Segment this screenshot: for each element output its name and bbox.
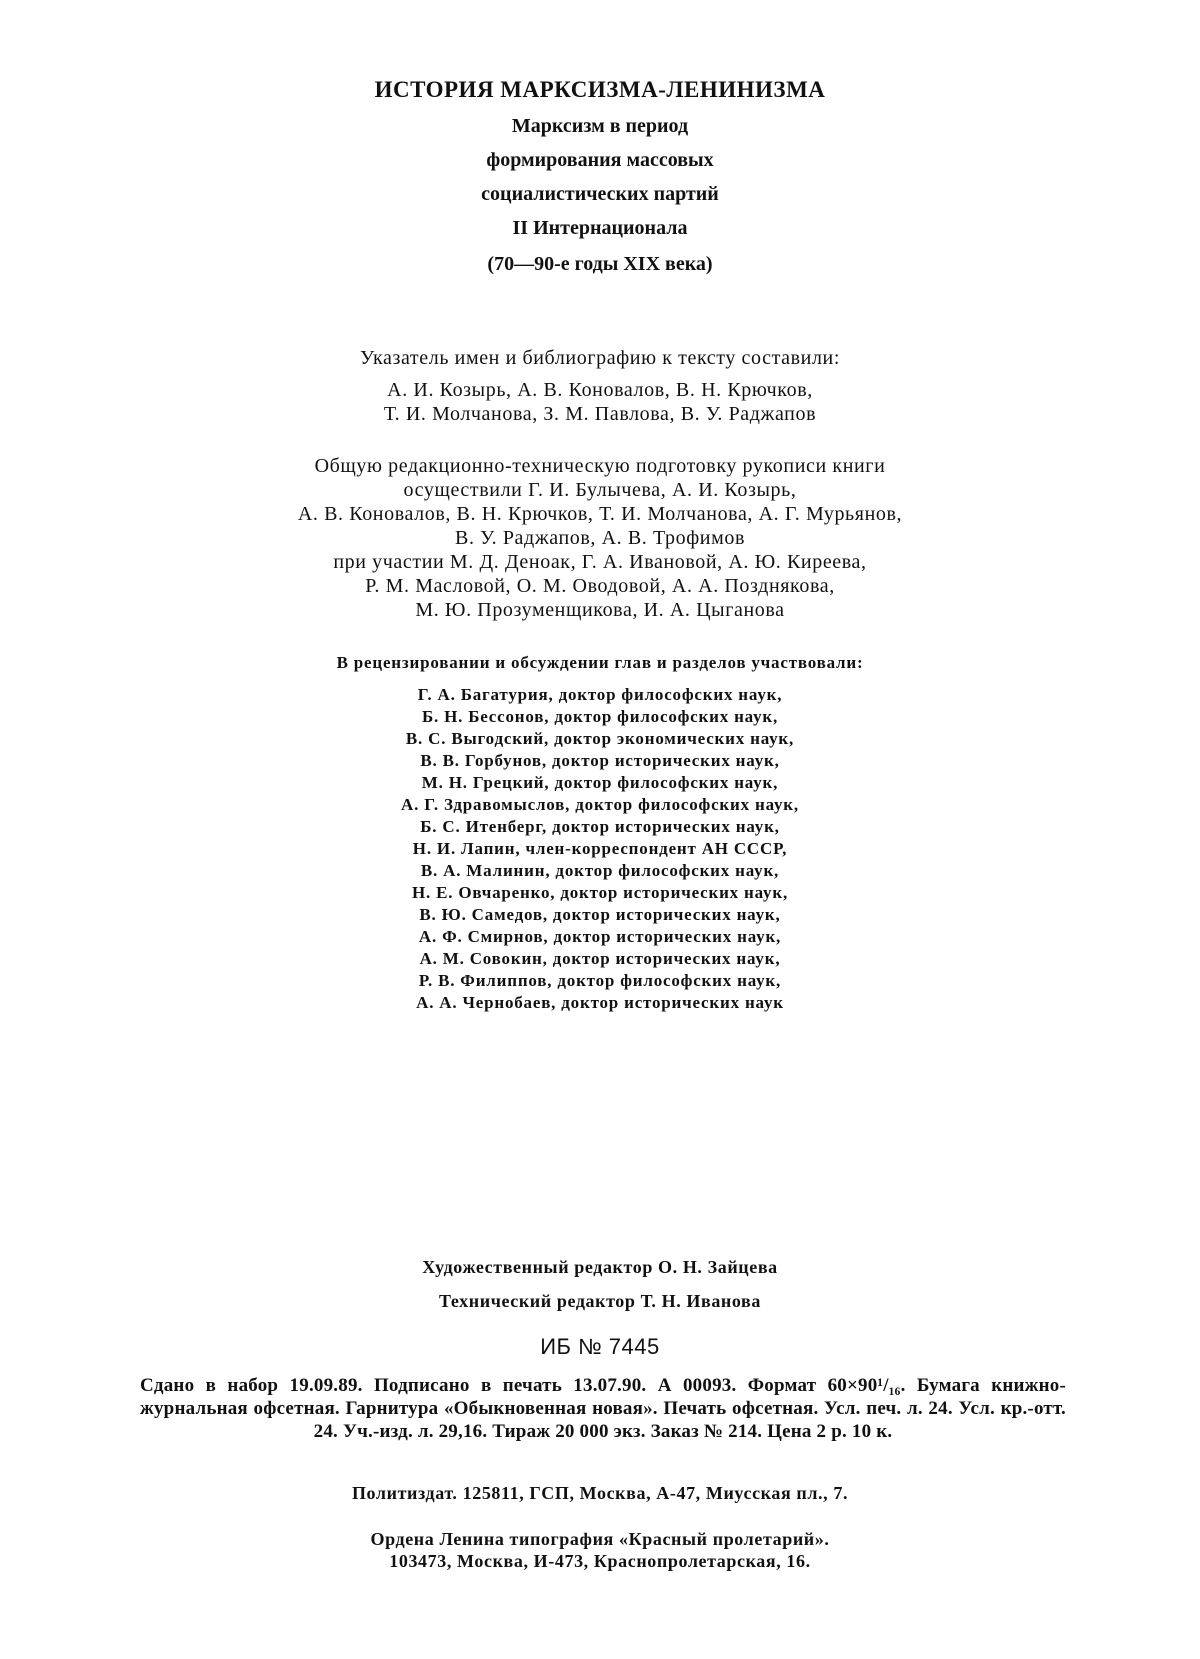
- editorial-prep-line: Общую редакционно-техническую подготовку рукописи книги: [314, 455, 886, 477]
- reviewer-line: В. С. Выгодский, доктор экономических наук,: [405, 729, 795, 748]
- reviewer-line: В. В. Горбунов, доктор исторических наук,: [420, 751, 780, 770]
- reviewer-line: Б. Н. Бессонов, доктор философских наук,: [421, 707, 779, 726]
- volume-title-line: Марксизм в период: [511, 115, 689, 137]
- imprint-block: Сдано в набор 19.09.89. Подписано в печать 13.07.90. А 00093. Формат 60×90¹/₁₆. Бумага книжно-журнальная офсетная. Гарнитура «Обыкновенная новая». Печать офсетная. Усл. печ. л. 24. Усл. кр.-отт. 24. Уч.-изд. л. 29,16. Тираж 20 000 экз. Заказ № 214. Цена 2 р. 10 к.: [140, 1375, 1066, 1442]
- tech-editor-credit: Технический редактор Т. Н. Иванова: [439, 1291, 761, 1311]
- editorial-prep-line: А. В. Коновалов, В. Н. Крючков, Т. И. Молчанова, А. Г. Мурьянов,: [297, 503, 903, 525]
- volume-title-line: социалистических партий: [481, 183, 719, 205]
- ib-number: ИБ № 7445: [540, 1334, 660, 1359]
- index-compilers-heading: Указатель имен и библиографию к тексту составили:: [359, 347, 841, 369]
- printer-name: Ордена Ленина типография «Красный пролетарий».: [370, 1529, 830, 1549]
- reviewer-line: Г. А. Багатурия, доктор философских наук,: [417, 685, 783, 704]
- index-compilers-line: Т. И. Молчанова, З. М. Павлова, В. У. Раджапов: [383, 403, 817, 425]
- reviewer-line: В. А. Малинин, доктор философских наук,: [420, 861, 780, 880]
- editorial-prep-line: В. У. Раджапов, А. В. Трофимов: [455, 527, 745, 549]
- volume-title-line: II Интернационала: [512, 217, 688, 239]
- reviewer-line: В. Ю. Самедов, доктор исторических наук,: [419, 905, 781, 924]
- art-editor-credit: Художественный редактор О. Н. Зайцева: [422, 1257, 778, 1277]
- reviewer-line: А. Ф. Смирнов, доктор исторических наук,: [418, 927, 782, 946]
- reviewer-line: Н. Е. Овчаренко, доктор исторических наук,: [411, 883, 788, 902]
- reviewer-line: А. Г. Здравомыслов, доктор философских наук,: [401, 795, 799, 814]
- reviewer-line: А. А. Чернобаев, доктор исторических наук: [416, 993, 784, 1012]
- editorial-prep-line: при участии М. Д. Деноак, Г. А. Ивановой, А. Ю. Киреева,: [333, 551, 867, 573]
- publisher-address: Политиздат. 125811, ГСП, Москва, А-47, Миусская пл., 7.: [351, 1483, 849, 1503]
- editorial-prep-line: М. Ю. Прозуменщикова, И. А. Цыганова: [415, 599, 785, 621]
- volume-title-line: (70—90-е годы XIX века): [487, 253, 713, 275]
- volume-title-line: формирования массовых: [486, 149, 714, 171]
- editorial-prep-line: осуществили Г. И. Булычева, А. И. Козырь,: [403, 479, 797, 501]
- reviewer-line: Н. И. Лапин, член-корреспондент АН СССР,: [412, 839, 788, 858]
- reviewers-heading: В рецензировании и обсуждении глав и разделов участвовали:: [336, 653, 864, 672]
- reviewer-line: Р. В. Филиппов, доктор философских наук,: [418, 971, 782, 990]
- reviewer-line: Б. С. Итенберг, доктор исторических наук,: [420, 817, 780, 836]
- editorial-prep-line: Р. М. Масловой, О. М. Оводовой, А. А. Позднякова,: [365, 575, 835, 597]
- book-series-title: ИСТОРИЯ МАРКСИЗМА-ЛЕНИНИЗМА: [374, 77, 826, 102]
- reviewer-line: А. М. Совокин, доктор исторических наук,: [419, 949, 781, 968]
- reviewer-line: М. Н. Грецкий, доктор философских наук,: [421, 773, 779, 792]
- printer-address: 103473, Москва, И-473, Краснопролетарская, 16.: [389, 1551, 811, 1571]
- index-compilers-line: А. И. Козырь, А. В. Коновалов, В. Н. Крючков,: [387, 379, 813, 401]
